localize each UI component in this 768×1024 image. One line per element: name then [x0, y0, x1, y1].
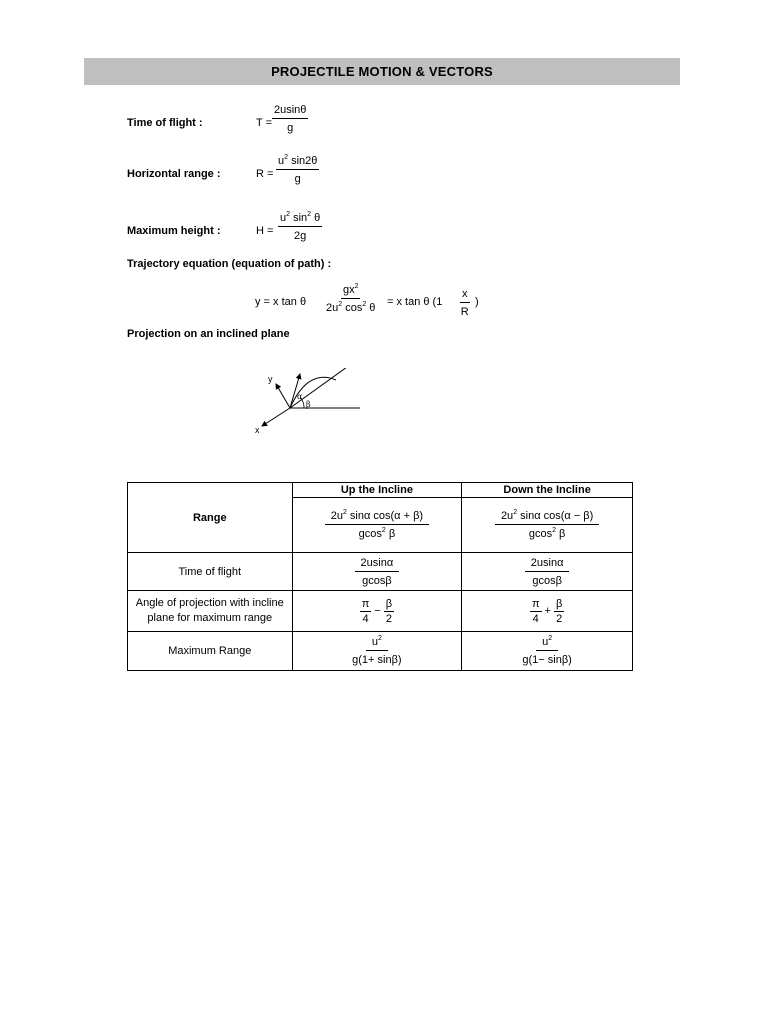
- time-up-cell: $\frac{2usin\alpha}{gcos\beta}$: [292, 553, 462, 591]
- table-row: [128, 483, 633, 498]
- down-incline-header: Down the Incline: [462, 483, 633, 498]
- time-of-flight-fraction: [272, 104, 308, 134]
- angle-row-label: Angle of projection with incline plane for maximum range: [128, 591, 293, 632]
- trajectory-fraction: [326, 284, 375, 314]
- angle-up-cell: $\frac{\pi}{4}$ − $\frac{\beta}{2}$: [292, 591, 462, 632]
- trajectory-label: Trajectory equation (equation of path) :: [127, 258, 332, 270]
- x-axis-arrow: [262, 408, 290, 426]
- diagram-alpha-label: α: [297, 392, 303, 401]
- range-up-cell: $\frac{2u^2 \sin\alpha \cos(\alpha + \beta)}{gcos^2 \beta}$: [292, 498, 462, 553]
- trajectory-r: R: [460, 306, 469, 318]
- diagram-y-label: y: [268, 374, 273, 384]
- max-range-up-cell: $\frac{u^2}{g(1+ \sin\beta)}$: [292, 632, 462, 671]
- beta-arc: [302, 400, 304, 408]
- trajectory-numerator: $gx^2$: [341, 284, 361, 299]
- maximum-height-label: Maximum height :: [127, 225, 221, 237]
- time-of-flight-lhs: T =: [256, 117, 273, 129]
- horizontal-range-label: Horizontal range :: [127, 168, 221, 180]
- table-row: [128, 632, 633, 671]
- angle-down-cell: $\frac{\pi}{4}$ + $\frac{\beta}{2}$: [462, 591, 633, 632]
- page-title: PROJECTILE MOTION & VECTORS: [271, 64, 493, 79]
- trajectory-denominator: $2u^2$ $\cos^2 \theta$: [326, 301, 376, 314]
- maximum-height-lhs: H =: [256, 225, 274, 237]
- horizontal-range-numerator: $u^2$ sin2θ: [276, 155, 319, 170]
- incline-table: [127, 482, 633, 671]
- time-of-flight-row-label: Time of flight: [128, 553, 293, 591]
- trajectory-close: ): [475, 296, 479, 308]
- time-of-flight-denominator: g: [287, 122, 294, 134]
- maximum-height-numerator: $u^2$ $\sin^2 \theta$: [278, 212, 322, 227]
- range-down-cell: $\frac{2u^2 \sin\alpha \cos(\alpha - \beta)}{gcos^2 \beta}$: [462, 498, 633, 553]
- diagram-beta-label: β: [306, 400, 311, 409]
- incline-label: Projection on an inclined plane: [127, 328, 290, 340]
- maximum-height-fraction: [278, 212, 322, 242]
- max-range-row-label: Maximum Range: [128, 632, 293, 671]
- horizontal-range-fraction: [276, 155, 319, 185]
- trajectory-x: x: [460, 288, 470, 303]
- time-of-flight-numerator: 2usinθ: [272, 104, 308, 119]
- max-range-down-cell: $\frac{u^2}{g(1- \sin\beta)}$: [462, 632, 633, 671]
- maximum-height-denominator: 2g: [294, 230, 307, 242]
- trajectory-middle: = x tan θ (1: [387, 296, 443, 308]
- trajectory-lhs: y = x tan θ: [255, 296, 307, 308]
- horizontal-range-denominator: g: [294, 173, 301, 185]
- table-row: [128, 553, 633, 591]
- time-down-cell: $\frac{2usin\alpha}{gcos\beta}$: [462, 553, 633, 591]
- diagram-x-label: x: [255, 425, 260, 435]
- y-axis-arrow: [276, 384, 290, 408]
- horizontal-range-lhs: R =: [256, 168, 274, 180]
- range-row-label: Range: [128, 483, 293, 553]
- velocity-arrow: [290, 374, 300, 408]
- incline-diagram: [248, 368, 368, 438]
- table-row: [128, 591, 633, 632]
- time-of-flight-label: Time of flight :: [127, 117, 203, 129]
- title-bar: [84, 58, 680, 85]
- up-incline-header: Up the Incline: [292, 483, 462, 498]
- trajectory-x-over-r: [460, 288, 470, 318]
